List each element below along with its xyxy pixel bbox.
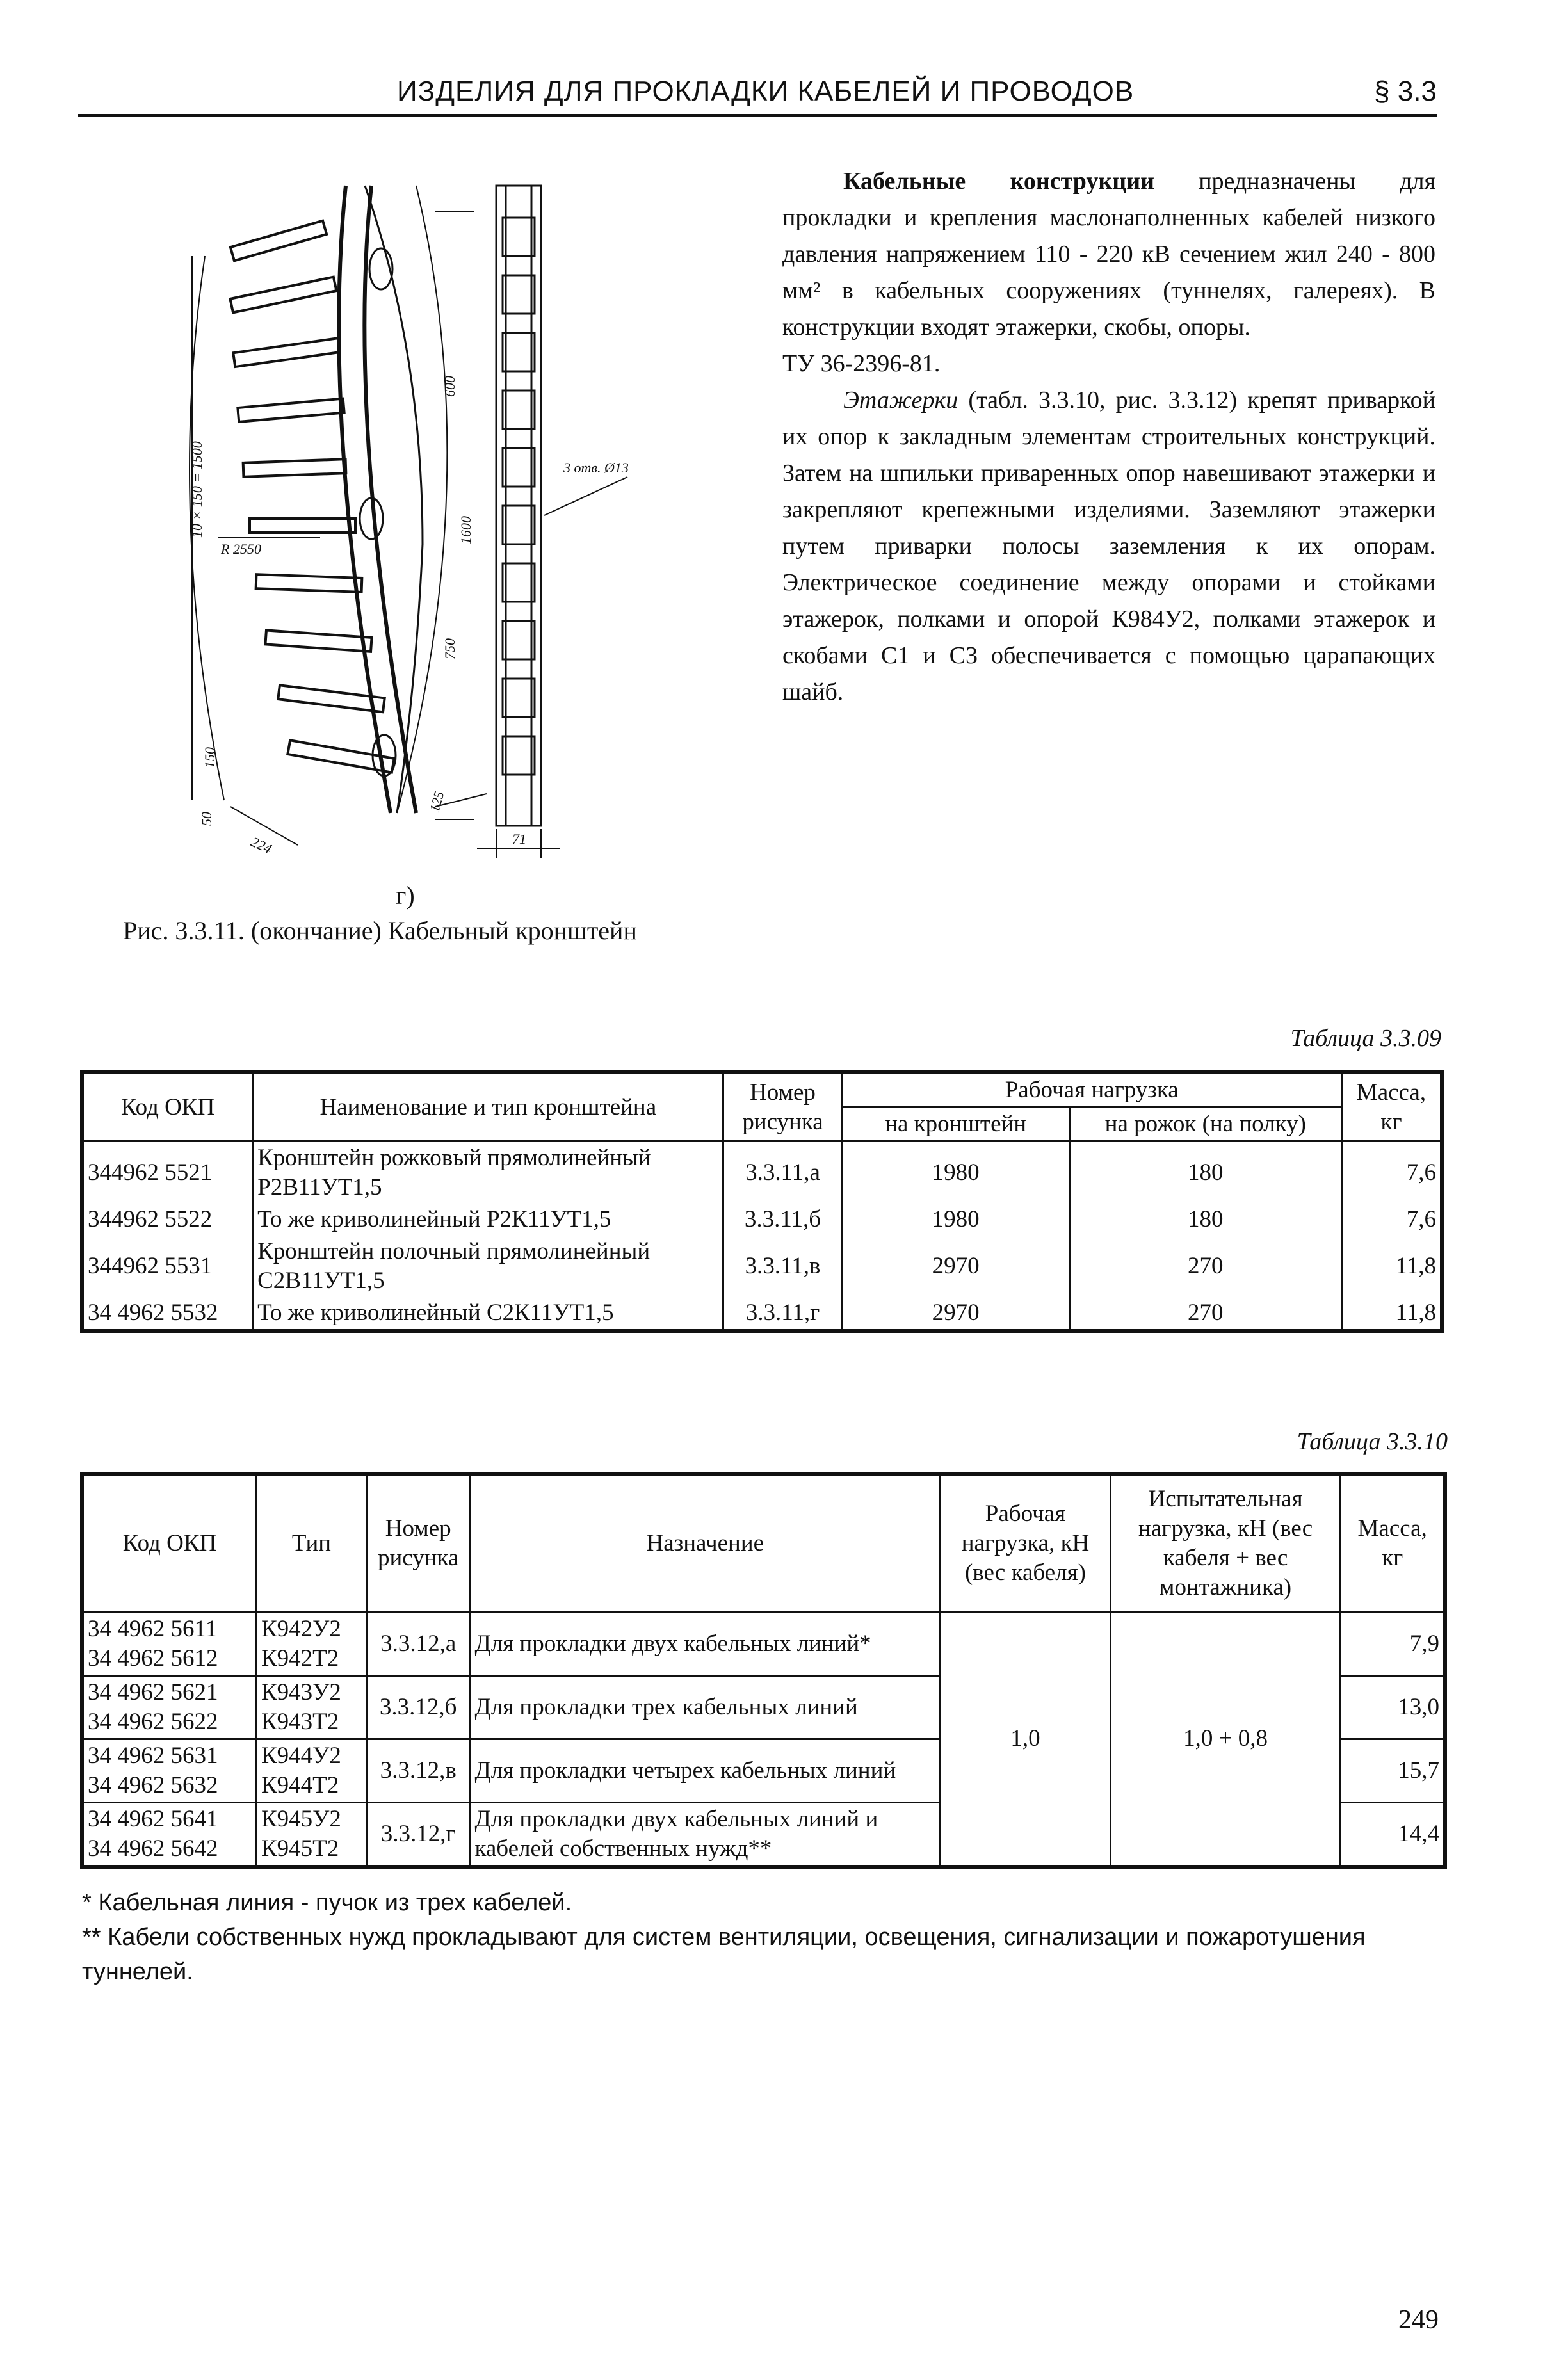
t1-bracket: 1980: [842, 1141, 1069, 1204]
dim-125: 125: [426, 789, 448, 814]
t1-name: Кронштейн полочный прямолинейный С2В11УТ1,5: [253, 1236, 723, 1297]
bracket-drawing: [154, 160, 730, 877]
t2-codes: [82, 1612, 257, 1675]
t2-mass: 15,7: [1341, 1739, 1445, 1802]
t1-fig: 3.3.11,в: [723, 1236, 842, 1297]
t2-codes: [82, 1675, 257, 1739]
t1-name: То же криволинейный Р2К11УТ1,5: [253, 1204, 723, 1236]
t1-fig: 3.3.11,б: [723, 1204, 842, 1236]
t2-type: К944У2: [261, 1742, 341, 1769]
dim-holes: 3 отв. Ø13: [563, 460, 629, 476]
t2-work-load-value: 1,0: [941, 1612, 1111, 1867]
header-rule: [78, 114, 1437, 117]
t2-h-mass: Масса, кг: [1341, 1474, 1445, 1612]
t1-h-load-horn: на рожок (на полку): [1069, 1108, 1341, 1141]
t1-name: Кронштейн рожковый прямолинейный Р2В11УТ1,5: [253, 1141, 723, 1204]
running-header-title: ИЗДЕЛИЯ ДЛЯ ПРОКЛАДКИ КАБЕЛЕЙ И ПРОВОДОВ: [397, 76, 1135, 107]
t2-mass: 7,9: [1341, 1612, 1445, 1675]
t2-code: 34 4962 5612: [88, 1645, 218, 1672]
table-row: [82, 1236, 1442, 1297]
figure-caption: Рис. 3.3.11. (окончание) Кабельный кронштейн: [123, 916, 637, 945]
intro-paragraph-2: [782, 382, 1435, 711]
t2-purpose: Для прокладки четырех кабельных линий: [470, 1739, 941, 1802]
table-3-3-10: [80, 1472, 1447, 1869]
t2-type: К945У2: [261, 1805, 341, 1832]
t2-purpose: Для прокладки двух кабельных линий*: [470, 1612, 941, 1675]
intro-paragraph-1: [782, 163, 1435, 346]
dim-50: 50: [198, 812, 214, 826]
t1-bracket: 2970: [842, 1236, 1069, 1297]
t2-types: [257, 1612, 367, 1675]
t1-fig: 3.3.11,а: [723, 1141, 842, 1204]
t1-horn: 270: [1069, 1297, 1341, 1331]
t2-purpose: Для прокладки трех кабельных линий: [470, 1675, 941, 1739]
intro-tu: ТУ 36-2396-81.: [782, 350, 941, 377]
intro-term-shelves: Этажерки: [843, 387, 958, 414]
t2-types: [257, 1675, 367, 1739]
t2-h-code: Код ОКП: [82, 1474, 257, 1612]
t2-code: 34 4962 5631: [88, 1742, 218, 1769]
t2-code: 34 4962 5621: [88, 1679, 218, 1705]
table2-caption: Таблица 3.3.10: [1297, 1428, 1448, 1455]
t2-type: К942Т2: [261, 1645, 339, 1672]
t2-code: 34 4962 5642: [88, 1835, 218, 1862]
t2-mass: 13,0: [1341, 1675, 1445, 1739]
t1-horn: 180: [1069, 1204, 1341, 1236]
t1-mass: 11,8: [1341, 1297, 1442, 1331]
t1-code: 34 4962 5532: [82, 1297, 253, 1331]
intro-term-cable-structures: Кабельные конструкции: [843, 168, 1154, 195]
t2-type: К942У2: [261, 1615, 341, 1642]
table-row: [82, 1204, 1442, 1236]
t1-fig: 3.3.11,г: [723, 1297, 842, 1331]
t1-code: 344962 5531: [82, 1236, 253, 1297]
t2-fig: 3.3.12,б: [366, 1675, 470, 1739]
t1-h-name: Наименование и тип кронштейна: [253, 1072, 723, 1141]
t2-types: [257, 1802, 367, 1867]
intro-paragraph-2-text: (табл. 3.3.10, рис. 3.3.12) крепят приваркой их опор к закладным элементам строительных конструкций. Затем на шпильки приваренных опор навешивают этажерки и закрепляют крепежными изделиями. Заземляют этажерки путем приварки полосы заземления к их опорам. Электрическое соединение между опорами и стойками этажерок, полками и опорой К984У2, полками этажерок и скобами С1 и С3 обеспечивается с помощью царапающих шайб.: [782, 387, 1435, 705]
t2-mass: 14,4: [1341, 1802, 1445, 1867]
t2-types: [257, 1739, 367, 1802]
t2-h-purpose: Назначение: [470, 1474, 941, 1612]
t1-code: 344962 5521: [82, 1141, 253, 1204]
t2-code: 34 4962 5641: [88, 1805, 218, 1832]
t1-h-load: Рабочая нагрузка: [842, 1072, 1341, 1108]
t2-h-fig: Номер рисунка: [366, 1474, 470, 1612]
t1-bracket: 2970: [842, 1297, 1069, 1331]
t2-test-load-value: 1,0 + 0,8: [1110, 1612, 1341, 1867]
note-1: * Кабельная линия - пучок из трех кабелей.: [82, 1889, 572, 1916]
intro-text: [782, 163, 1435, 711]
t2-fig: 3.3.12,в: [366, 1739, 470, 1802]
t2-type: К945Т2: [261, 1835, 339, 1862]
t2-code: 34 4962 5632: [88, 1771, 218, 1798]
t1-bracket: 1980: [842, 1204, 1069, 1236]
t1-mass: 11,8: [1341, 1236, 1442, 1297]
t2-code: 34 4962 5622: [88, 1708, 218, 1735]
table-row: [82, 1612, 1445, 1675]
t2-codes: [82, 1739, 257, 1802]
t1-h-fig: Номер рисунка: [723, 1072, 842, 1141]
table-row: [82, 1297, 1442, 1331]
table-3-3-09: [80, 1070, 1444, 1333]
table-row: [82, 1141, 1442, 1204]
intro-paragraph-1-text: предназначены для прокладки и крепления маслонаполненных кабелей низкого давления напряжением 110 - 220 кВ сечением жил 240 - 800 мм² в кабельных сооружениях (туннелях, галереях). В конструкции входят этажерки, скобы, опоры.: [782, 168, 1435, 341]
t2-code: 34 4962 5611: [88, 1615, 218, 1642]
t2-purpose: Для прокладки двух кабельных линий и кабелей собственных нужд**: [470, 1802, 941, 1867]
dim-1600: 1600: [458, 516, 474, 544]
section-number: § 3.3: [1374, 76, 1437, 107]
t2-h-type: Тип: [257, 1474, 367, 1612]
figure-sublabel: г): [396, 881, 415, 910]
t1-h-mass: Масса, кг: [1341, 1072, 1442, 1141]
t1-horn: 180: [1069, 1141, 1341, 1204]
dim-750: 750: [442, 638, 458, 659]
t2-codes: [82, 1802, 257, 1867]
page-number: 249: [1398, 2305, 1439, 2335]
t1-mass: 7,6: [1341, 1141, 1442, 1204]
t2-fig: 3.3.12,а: [366, 1612, 470, 1675]
t1-h-load-bracket: на кронштейн: [842, 1108, 1069, 1141]
t1-horn: 270: [1069, 1236, 1341, 1297]
dim-150: 150: [202, 747, 218, 768]
dim-71: 71: [512, 831, 526, 847]
t2-type: К943Т2: [261, 1708, 339, 1735]
dim-600: 600: [442, 376, 458, 397]
t1-mass: 7,6: [1341, 1204, 1442, 1236]
table1-caption: Таблица 3.3.09: [1290, 1025, 1441, 1052]
dim-224: 224: [248, 833, 275, 857]
t2-type: К944Т2: [261, 1771, 339, 1798]
t2-h-test-load: Испытательная нагрузка, кН (вес кабеля + вес монтажника): [1110, 1474, 1341, 1612]
t1-code: 344962 5522: [82, 1204, 253, 1236]
dim-r2550: R 2550: [221, 541, 261, 557]
dim-10x150: 10 × 150 = 1500: [189, 441, 205, 538]
table-notes: [82, 1885, 1439, 1989]
t1-name: То же криволинейный С2К11УТ1,5: [253, 1297, 723, 1331]
note-2: ** Кабели собственных нужд прокладывают для систем вентиляции, освещения, сигнализации и пожаротушения туннелей.: [82, 1924, 1366, 1985]
t1-h-code: Код ОКП: [82, 1072, 253, 1141]
t2-h-work-load: Рабочая нагрузка, кН (вес кабеля): [941, 1474, 1111, 1612]
t2-fig: 3.3.12,г: [366, 1802, 470, 1867]
t2-type: К943У2: [261, 1679, 341, 1705]
